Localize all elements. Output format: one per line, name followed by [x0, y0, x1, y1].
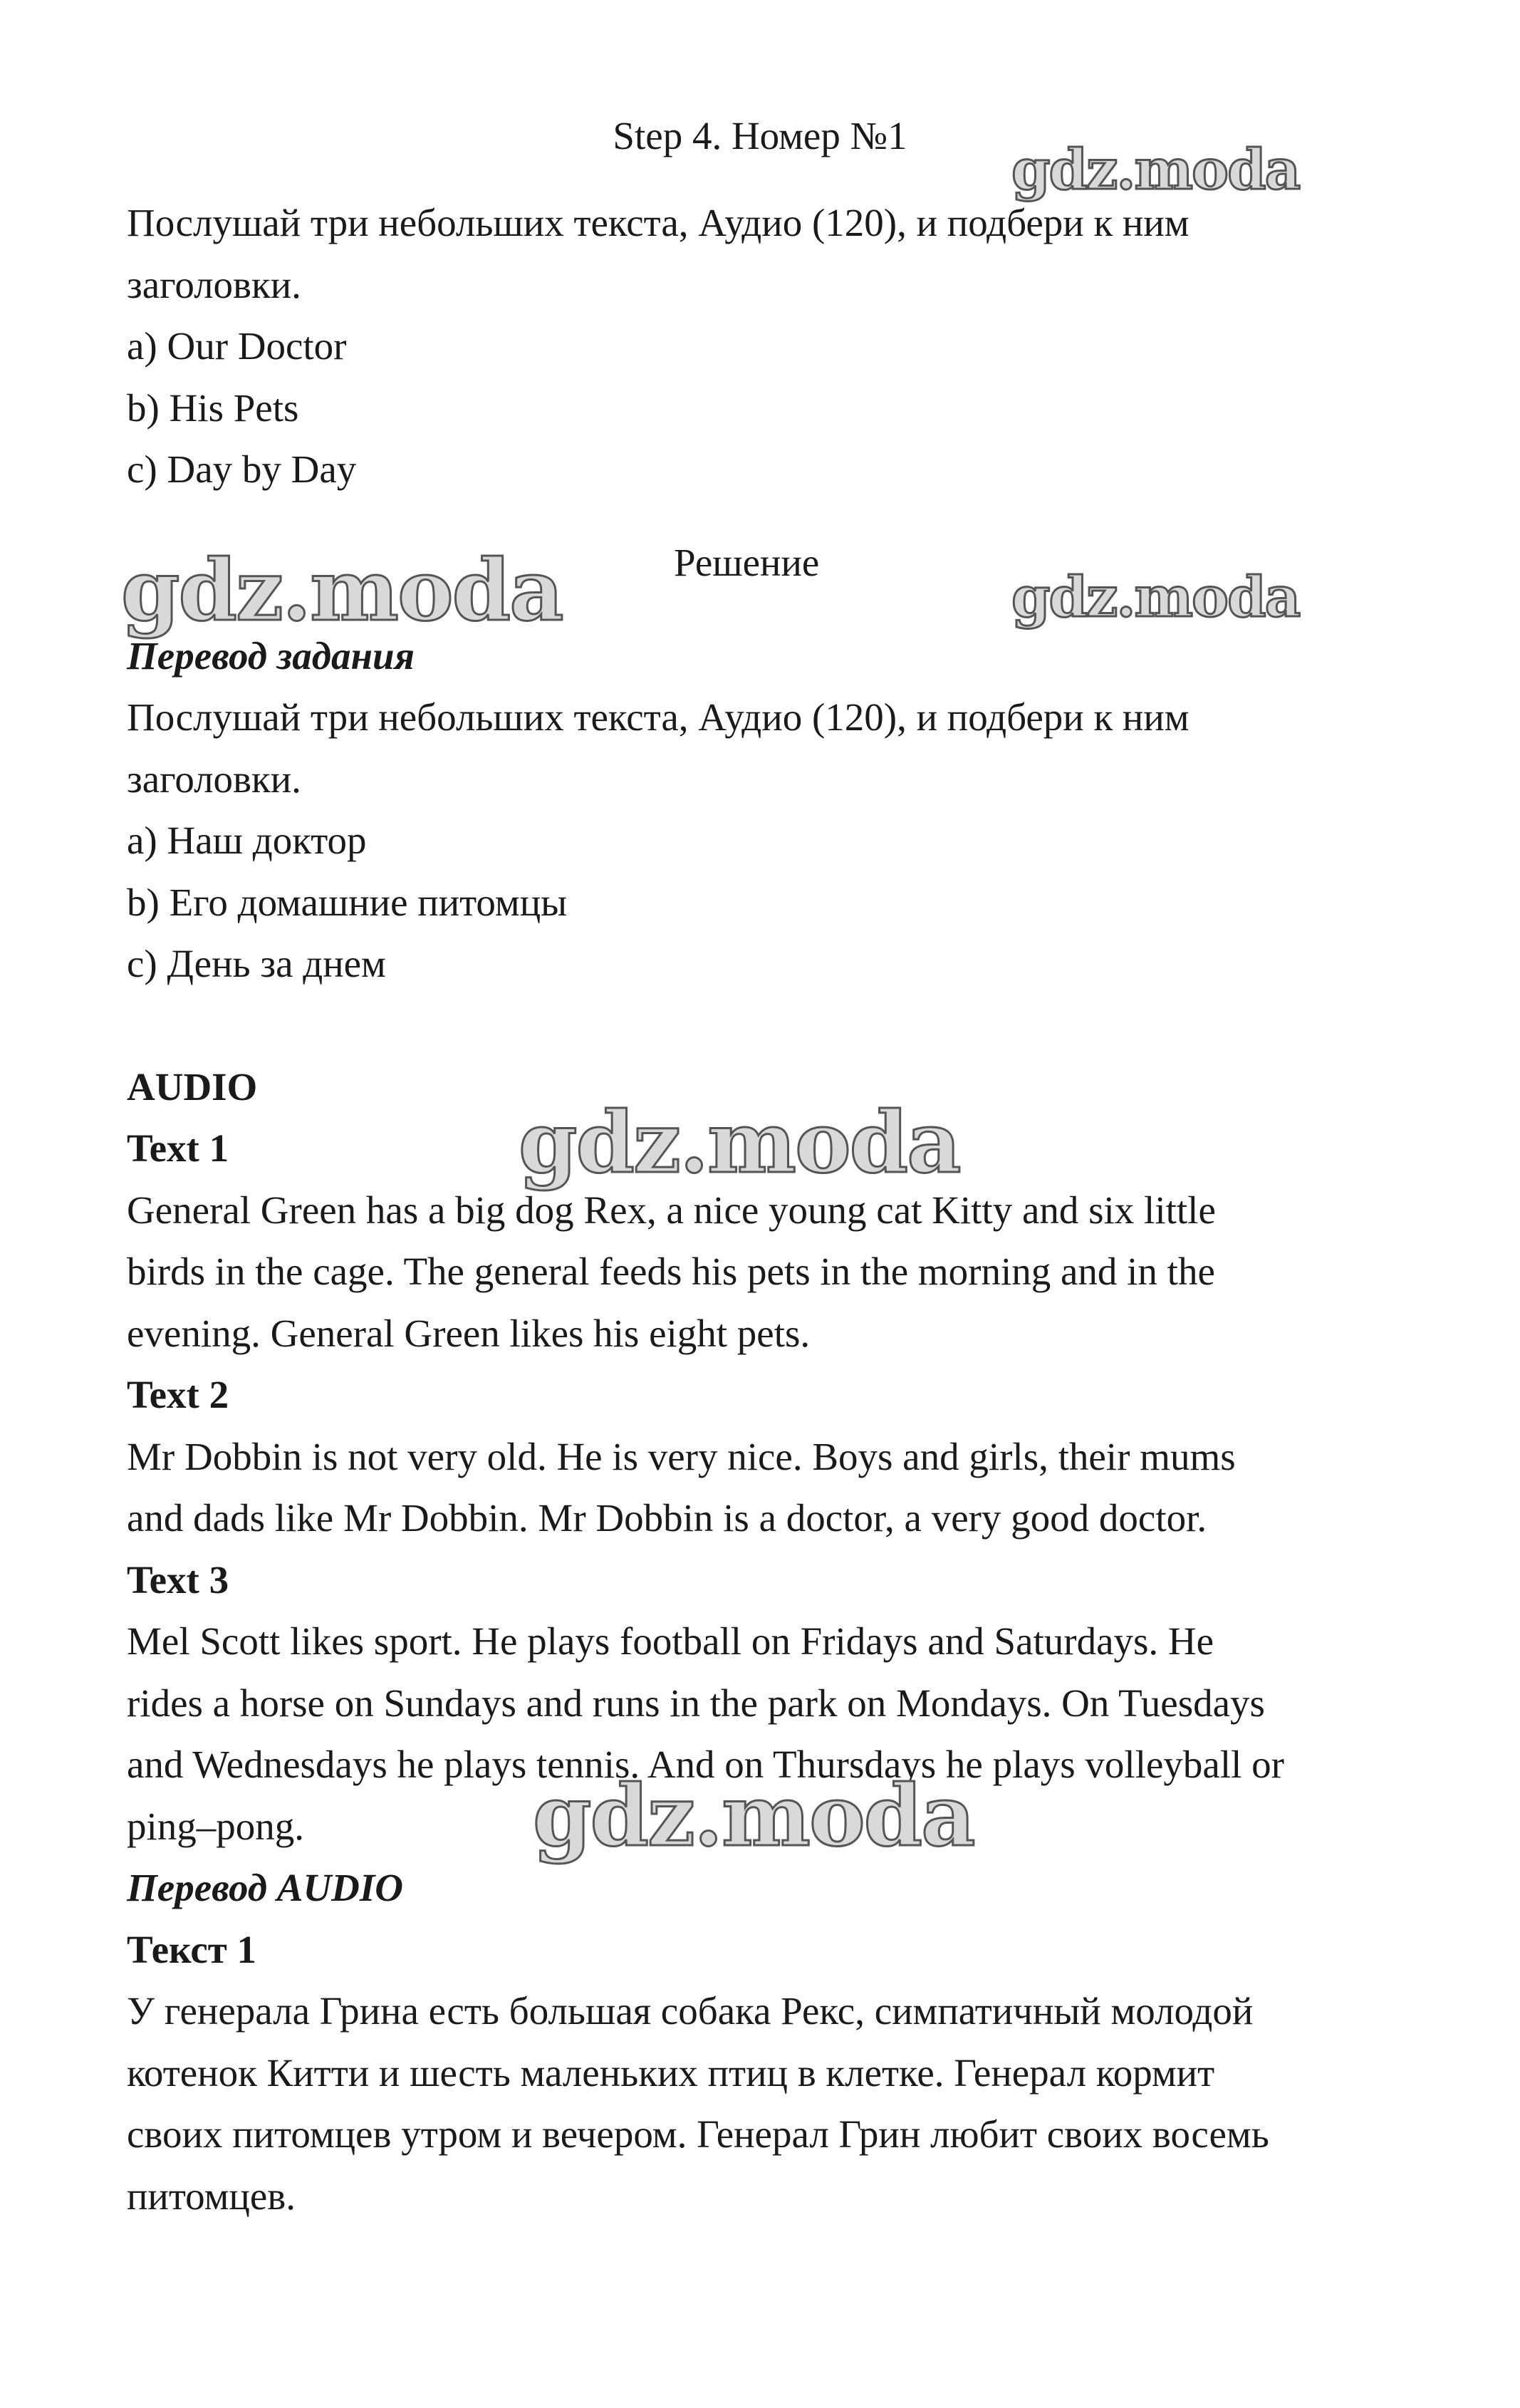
audio-text1-line-1: General Green has a big dog Rex, a nice young cat Kitty and six little: [127, 1188, 1216, 1232]
audio-text3-line-2: rides a horse on Sundays and runs in the park on Mondays. On Tuesdays: [127, 1681, 1265, 1725]
task-option-c: c) Day by Day: [127, 447, 357, 491]
watermark-logo: gdz.moda: [121, 541, 563, 640]
watermark-logo: gdz.moda: [1011, 137, 1300, 202]
watermark-logo: gdz.moda: [519, 1093, 960, 1192]
audio-text3-line-1: Mel Scott likes sport. He plays football on Fridays and Saturdays. He: [127, 1619, 1214, 1663]
audio-text3-title: Text 3: [127, 1558, 229, 1602]
translation-instruction-line-2: заголовки.: [127, 757, 301, 801]
audio-text2-line-1: Mr Dobbin is not very old. He is very nice. Boys and girls, their mums: [127, 1435, 1236, 1478]
audio-text2-line-2: and dads like Mr Dobbin. Mr Dobbin is a doctor, a very good doctor.: [127, 1496, 1207, 1540]
watermark-logo: gdz.moda: [533, 1766, 974, 1865]
translation-heading: Перевод задания: [127, 634, 415, 678]
audio-translation-text1-line-2: котенок Китти и шесть маленьких птиц в клетке. Генерал кормит: [127, 2051, 1215, 2095]
translation-option-c: c) День за днем: [127, 942, 386, 985]
solution-label: Решение: [674, 541, 820, 584]
audio-text1-line-3: evening. General Green likes his eight pets.: [127, 1312, 811, 1355]
audio-translation-text1-title: Текст 1: [127, 1928, 256, 1971]
watermark-logo: gdz.moda: [1011, 565, 1300, 630]
task-option-a: a) Our Doctor: [127, 324, 347, 368]
translation-option-a: a) Наш доктор: [127, 819, 367, 862]
audio-translation-text1-line-4: питомцев.: [127, 2174, 296, 2218]
audio-text3-line-3: and Wednesdays he plays tennis. And on Thursdays he plays volleyball or: [127, 1743, 1284, 1786]
task-instruction-line-2: заголовки.: [127, 263, 301, 306]
audio-text3-line-4: ping–pong.: [127, 1805, 305, 1848]
translation-instruction-line-1: Послушай три небольших текста, Аудио (120), и подбери к ним: [127, 695, 1190, 739]
audio-translation-heading: Перевод AUDIO: [127, 1866, 404, 1909]
audio-text1-line-2: birds in the cage. The general feeds his pets in the morning and in the: [127, 1250, 1215, 1293]
audio-translation-text1-line-1: У генерала Грина есть большая собака Рекс, симпатичный молодой: [127, 1989, 1254, 2033]
translation-option-b: b) Его домашние питомцы: [127, 881, 568, 924]
audio-text1-title: Text 1: [127, 1126, 229, 1170]
page-title: Step 4. Номер №1: [613, 114, 907, 157]
task-option-b: b) His Pets: [127, 386, 299, 430]
task-instruction-line-1: Послушай три небольших текста, Аудио (120), и подбери к ним: [127, 201, 1190, 244]
audio-translation-text1-line-3: своих питомцев утром и вечером. Генерал Грин любит своих восемь: [127, 2112, 1269, 2156]
audio-heading: AUDIO: [127, 1065, 258, 1109]
audio-text2-title: Text 2: [127, 1373, 229, 1416]
